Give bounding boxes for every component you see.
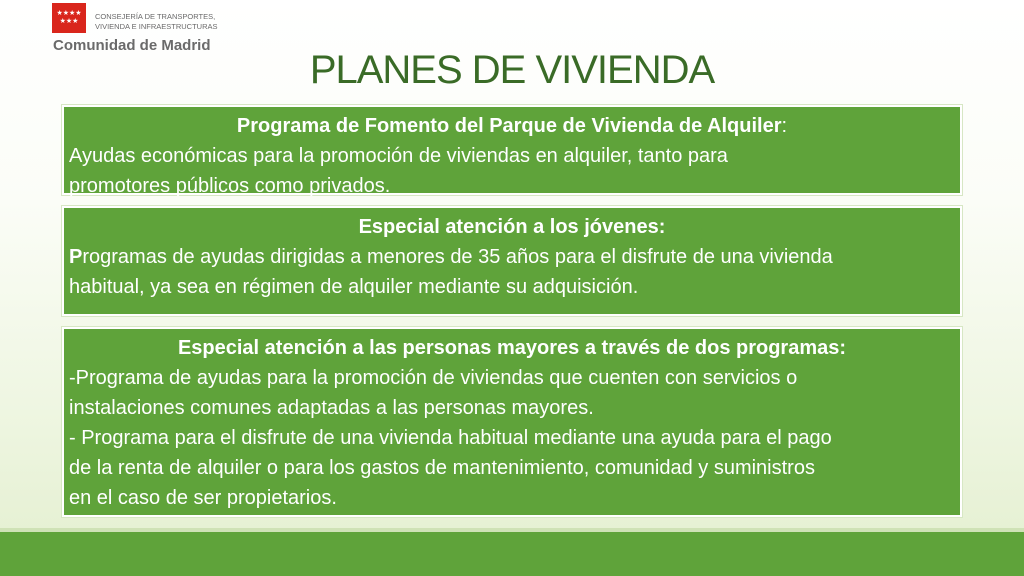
box-text-line: instalaciones comunes adaptadas a las personas mayores. bbox=[69, 397, 594, 419]
box-text-line: promotores públicos como privados. bbox=[69, 175, 391, 197]
box-text-line: de la renta de alquiler o para los gastos de mantenimiento, comunidad y suministros bbox=[69, 457, 815, 479]
box-text-rest: rogramas de ayudas dirigidas a menores de 35 años para el disfrute de una vivienda bbox=[82, 246, 833, 268]
box-title: Especial atención a los jóvenes: bbox=[358, 216, 666, 238]
organization-name: Comunidad de Madrid bbox=[53, 37, 211, 54]
bottom-band bbox=[0, 532, 1024, 576]
info-box-elderly bbox=[62, 327, 962, 517]
logo-stars bbox=[52, 9, 86, 25]
department-line-1: CONSEJERÍA DE TRANSPORTES, bbox=[95, 12, 216, 21]
box-text-line bbox=[69, 242, 955, 272]
box-title-text: Programa de Fomento del Parque de Vivienda de Alquiler bbox=[236, 115, 782, 137]
info-box-youth bbox=[62, 206, 962, 316]
box-text-line: Ayudas económicas para la promoción de viviendas en alquiler, tanto para bbox=[69, 145, 728, 167]
box-title-colon: : bbox=[781, 115, 788, 137]
bold-initial: P bbox=[69, 246, 83, 268]
stars-row-2: ★★★ bbox=[59, 17, 79, 25]
box-text-line: -Programa de ayudas para la promoción de viviendas que cuenten con servicios o bbox=[69, 367, 798, 389]
box-text-line: habitual, ya sea en régimen de alquiler mediante su adquisición. bbox=[69, 276, 639, 298]
box-text-line: - Programa para el disfrute de una vivienda habitual mediante una ayuda para el pago bbox=[69, 427, 832, 449]
stars-row-1: ★★★★ bbox=[56, 9, 82, 17]
box-title bbox=[69, 111, 955, 141]
department-line-2: VIVIENDA E INFRAESTRUCTURAS bbox=[95, 22, 218, 31]
box-text-line: en el caso de ser propietarios. bbox=[69, 487, 337, 509]
department-name bbox=[95, 12, 265, 32]
page-title: PLANES DE VIVIENDA bbox=[309, 48, 715, 92]
region-flag-logo bbox=[52, 3, 86, 33]
info-box-rental-program bbox=[62, 105, 962, 195]
box-title: Especial atención a las personas mayores a través de dos programas: bbox=[177, 337, 847, 359]
